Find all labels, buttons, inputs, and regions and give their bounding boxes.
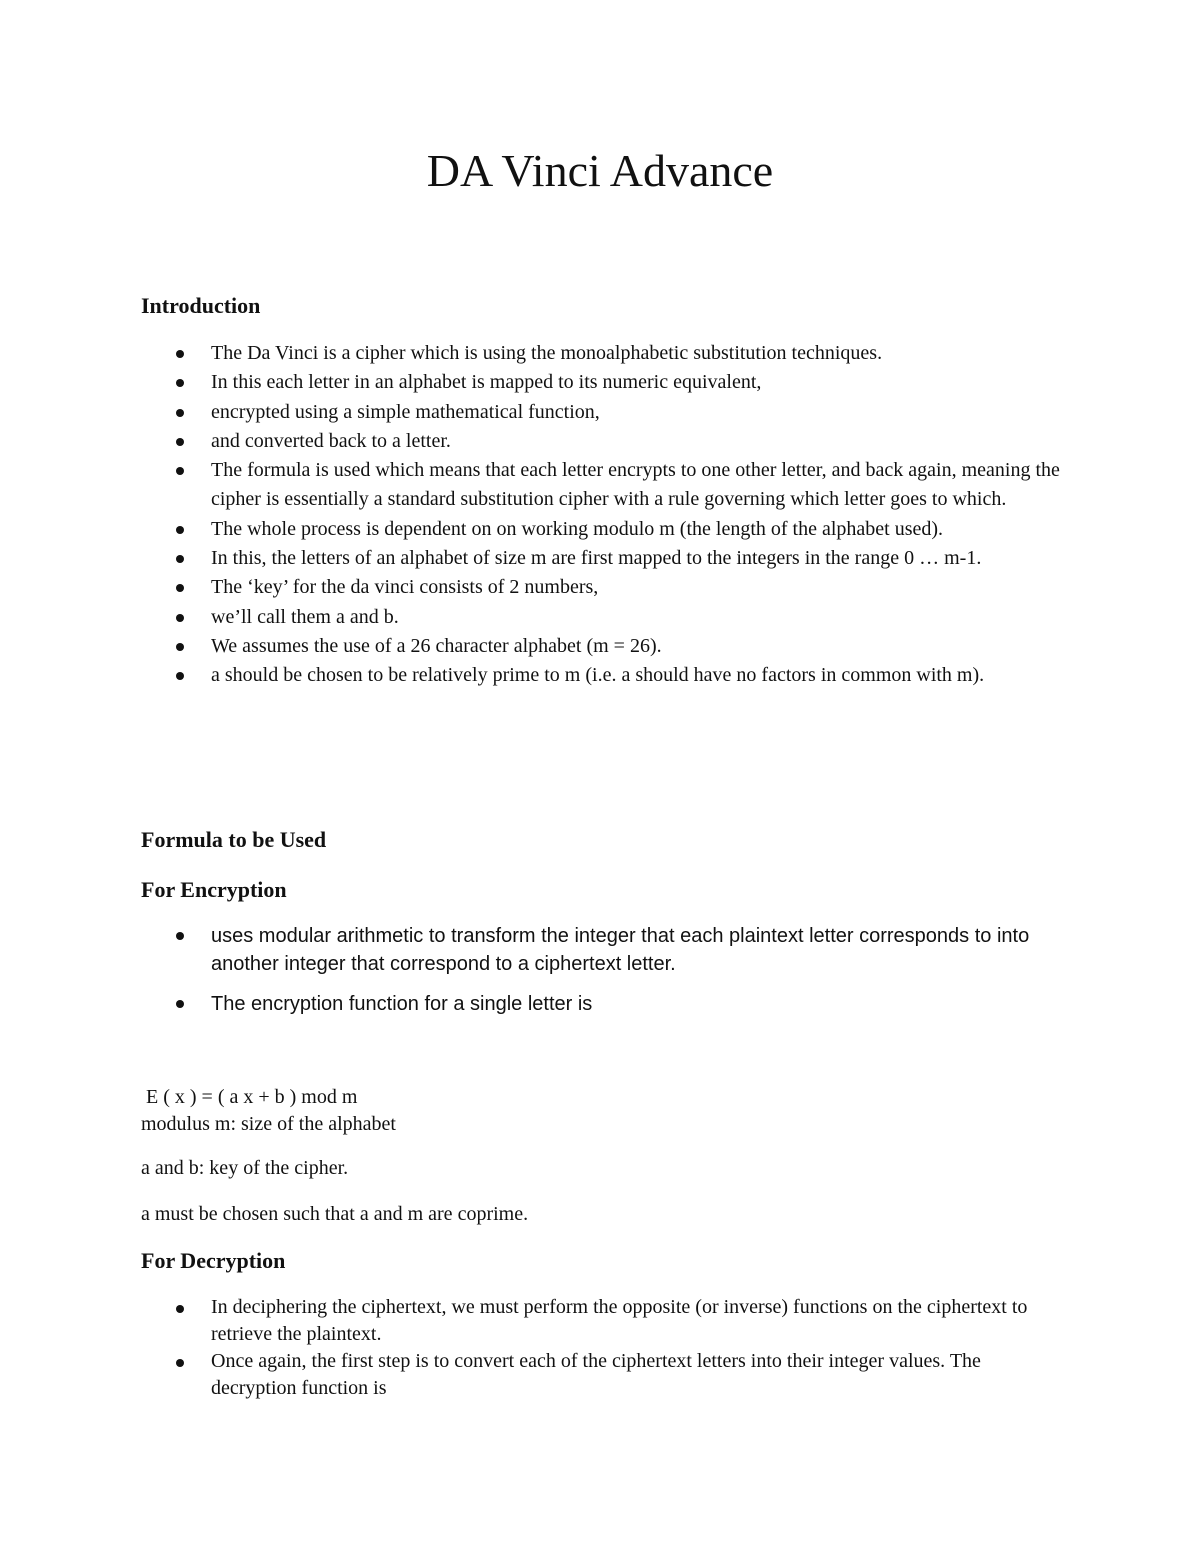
list-item: encrypted using a simple mathematical function, bbox=[141, 398, 1061, 427]
key-note: a and b: key of the cipher. bbox=[141, 1157, 349, 1179]
introduction-list bbox=[141, 339, 1061, 691]
encryption-list bbox=[141, 922, 1061, 1018]
list-item: The formula is used which means that each letter encrypts to one other letter, and back again, meaning the cipher is essentially a standard substitution cipher with a rule governing which letter goes to which. bbox=[141, 456, 1061, 515]
formula-heading: Formula to be Used bbox=[141, 827, 327, 852]
encryption-formula: E ( x ) = ( a x + b ) mod m bbox=[141, 1086, 358, 1108]
list-item: Once again, the first step is to convert each of the ciphertext letters into their integer values. The decryption function is bbox=[141, 1348, 1061, 1402]
page-title: DA Vinci Advance bbox=[426, 145, 774, 196]
list-item: In this each letter in an alphabet is mapped to its numeric equivalent, bbox=[141, 368, 1061, 397]
list-item: The Da Vinci is a cipher which is using the monoalphabetic substitution techniques. bbox=[141, 339, 1061, 368]
decryption-heading: For Decryption bbox=[141, 1248, 286, 1273]
coprime-note: a must be chosen such that a and m are coprime. bbox=[141, 1203, 529, 1225]
list-item: and converted back to a letter. bbox=[141, 427, 1061, 456]
list-item: The ‘key’ for the da vinci consists of 2 numbers, bbox=[141, 573, 1061, 602]
list-item: In this, the letters of an alphabet of size m are first mapped to the integers in the range 0 … m-1. bbox=[141, 544, 1061, 573]
list-item: The encryption function for a single letter is bbox=[141, 990, 1061, 1018]
list-item: The whole process is dependent on on working modulo m (the length of the alphabet used). bbox=[141, 515, 1061, 544]
list-item: uses modular arithmetic to transform the integer that each plaintext letter corresponds to into another integer that correspond to a ciphertext letter. bbox=[141, 922, 1061, 978]
modulus-note: modulus m: size of the alphabet bbox=[141, 1113, 396, 1135]
list-item: a should be chosen to be relatively prime to m (i.e. a should have no factors in common with m). bbox=[141, 661, 1061, 690]
encryption-heading: For Encryption bbox=[141, 877, 287, 902]
introduction-heading: Introduction bbox=[141, 293, 261, 318]
list-item: In deciphering the ciphertext, we must perform the opposite (or inverse) functions on the ciphertext to retrieve the plaintext. bbox=[141, 1294, 1061, 1348]
list-item: We assumes the use of a 26 character alphabet (m = 26). bbox=[141, 632, 1061, 661]
list-item: we’ll call them a and b. bbox=[141, 603, 1061, 632]
decryption-list bbox=[141, 1294, 1061, 1402]
